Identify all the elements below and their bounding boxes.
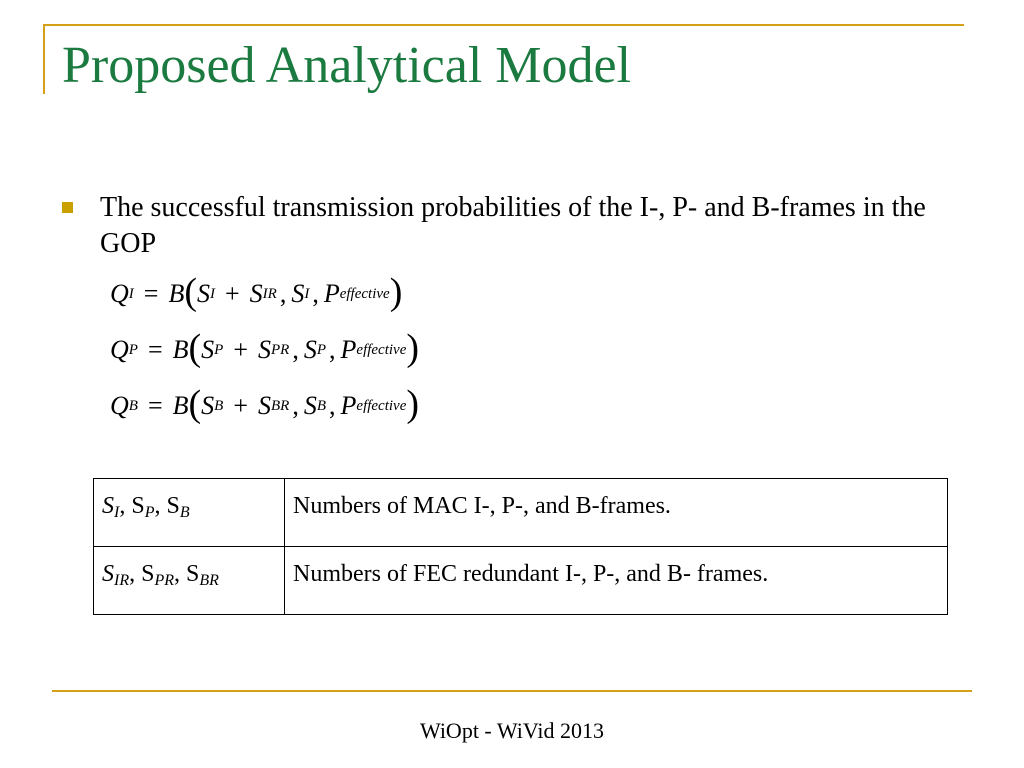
symbol-base: S [166, 493, 180, 519]
symbol-base: S [102, 493, 114, 519]
eq-lhs-sub: B [128, 397, 138, 414]
symbol-base: S [131, 493, 145, 519]
open-paren: ( [188, 383, 202, 425]
left-accent-rule [43, 24, 45, 94]
eq-arg4: P [323, 279, 340, 308]
eq-arg4: P [340, 391, 357, 420]
open-paren: ( [188, 327, 202, 369]
symbol-sub: I [114, 504, 120, 521]
eq-func: B [168, 279, 185, 308]
eq-arg1: S [201, 391, 215, 420]
comma: , [292, 335, 299, 364]
comma: , [329, 335, 336, 364]
symbol-separator: , [154, 493, 167, 519]
symbol-sub: PR [154, 572, 175, 589]
equation-qp [110, 327, 420, 370]
table-row [94, 547, 948, 615]
eq-arg1-sub: P [214, 341, 224, 358]
eq-arg1: S [197, 279, 210, 308]
footer-accent-rule [52, 690, 972, 692]
eq-func: B [172, 391, 189, 420]
eq-lhs-sub: P [128, 341, 138, 358]
eq-arg2-sub: IR [262, 285, 277, 302]
bullet-text: The successful transmission probabilities of the I-, P- and B-frames in the GOP [100, 192, 926, 259]
eq-arg2: S [249, 279, 263, 308]
eq-arg3-sub: P [316, 341, 327, 358]
symbol-base: S [102, 561, 114, 587]
symbol-separator: , [129, 561, 142, 587]
eq-arg4: P [340, 335, 357, 364]
symbol-sub: P [144, 504, 155, 521]
eq-arg2-sub: PR [271, 341, 290, 358]
eq-arg3: S [303, 391, 317, 420]
close-paren: ) [406, 383, 420, 425]
description-cell: Numbers of MAC I-, P-, and B-frames. [285, 479, 948, 547]
eq-lhs: Q [110, 279, 129, 308]
plus-sign: + [225, 279, 240, 308]
eq-arg1: S [201, 335, 215, 364]
equals-sign: = [147, 335, 163, 364]
eq-arg1-sub: I [210, 285, 215, 302]
eq-arg1-sub: B [214, 397, 224, 414]
symbol-sub: BR [199, 572, 219, 589]
eq-lhs: Q [110, 335, 129, 364]
comma: , [279, 279, 287, 308]
definitions-table [93, 478, 948, 615]
equals-sign: = [147, 391, 163, 420]
eq-lhs: Q [110, 391, 129, 420]
symbol-sub: IR [114, 572, 130, 589]
plus-sign: + [233, 335, 249, 364]
slide-footer: WiOpt - WiVid 2013 [419, 718, 605, 743]
eq-arg3-sub: I [304, 285, 310, 302]
eq-arg3-sub: B [316, 397, 327, 414]
description-cell: Numbers of FEC redundant I-, P-, and B- frames. [285, 547, 948, 615]
table-row [94, 479, 948, 547]
comma: , [312, 279, 319, 308]
comma: , [329, 391, 336, 420]
close-paren: ) [389, 271, 403, 313]
equation-qi [110, 271, 403, 314]
symbol-separator: , [119, 493, 132, 519]
eq-arg4-sub: effective [339, 285, 390, 302]
eq-arg2-sub: BR [271, 397, 290, 414]
equation-qb [110, 383, 420, 426]
comma: , [292, 391, 299, 420]
plus-sign: + [233, 391, 249, 420]
eq-arg4-sub: effective [356, 341, 407, 358]
open-paren: ( [184, 271, 197, 313]
close-paren: ) [406, 327, 420, 369]
eq-arg3: S [291, 279, 305, 308]
slide-title: Proposed Analytical Model [62, 37, 632, 94]
eq-arg4-sub: effective [356, 397, 407, 414]
equals-sign: = [143, 279, 159, 308]
bullet-marker [62, 202, 73, 213]
symbol-sub: B [179, 504, 190, 521]
symbol-cell [94, 479, 285, 547]
top-accent-rule [43, 24, 964, 26]
eq-arg2: S [258, 335, 272, 364]
eq-arg2: S [258, 391, 272, 420]
symbol-separator: , [174, 561, 187, 587]
eq-lhs-sub: I [128, 285, 134, 302]
symbol-base: S [186, 561, 200, 587]
symbol-cell [94, 547, 285, 615]
symbol-base: S [141, 561, 155, 587]
eq-arg3: S [303, 335, 317, 364]
eq-func: B [172, 335, 189, 364]
